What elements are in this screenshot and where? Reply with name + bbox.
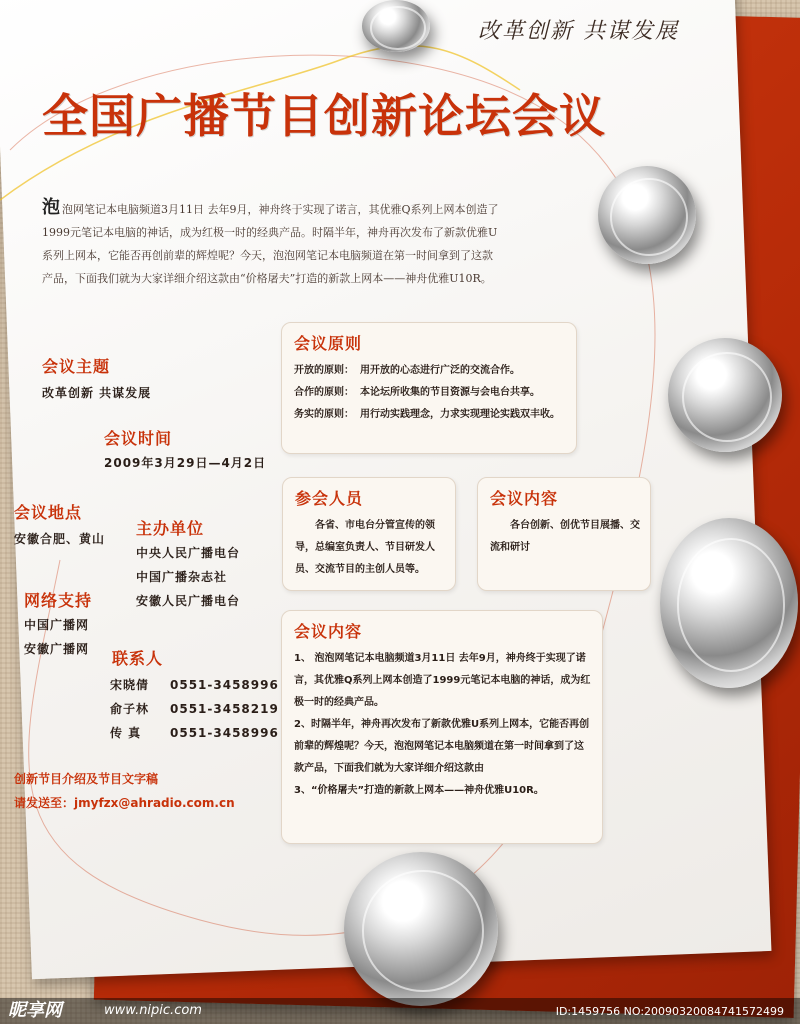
- content-long-heading: 会议内容: [294, 622, 363, 641]
- principle-item: 务实的原则： 用行动实践理念，力求实现理论实践双丰收。: [294, 409, 560, 420]
- watermark-logo: 昵享网: [8, 1000, 62, 1021]
- contact-row: [110, 724, 279, 741]
- principle-item: 合作的原则： 本论坛所收集的节目资源与会电台共享。: [294, 387, 540, 398]
- attendees-text: 各省、市电台分管宣传的领导，总编室负责人、节目研发人员、交流节目的主创人员等。: [295, 520, 435, 575]
- contact-name: 宋晓倩: [110, 678, 150, 692]
- content-item: 3、“价格屠夫”打造的新款上网本——神舟优雅U10R。: [294, 785, 544, 796]
- content-short-box: [477, 477, 651, 591]
- intro-drop-cap: 泡: [42, 197, 60, 218]
- content-item: 2、时隔半年，神舟再次发布了新款优雅U系列上网本，它能否再创前辈的辉煌呢？今天，泡泡网笔记本电脑频道在第一时间拿到了这款产品，下面我们就为大家详细介绍这款由: [294, 719, 590, 774]
- content-long-list: [282, 642, 602, 802]
- content-item: 1、 泡泡网笔记本电脑频道3月11日 去年9月，神舟终于实现了诺言，其优雅Q系列上网本创造了1999元笔记本电脑的神话，成为红极一时的经典产品。: [294, 653, 591, 708]
- location-heading: 会议地点: [14, 503, 83, 522]
- network-item: 安徽广播网: [24, 642, 90, 656]
- content-long-box: [281, 610, 603, 844]
- submit-note: 创新节目介绍及节目文字稿: [14, 772, 159, 786]
- slogan: 改革创新 共谋发展: [478, 19, 679, 44]
- contact-phone: 0551-3458219: [170, 702, 279, 716]
- content-short-heading: 会议内容: [490, 489, 559, 508]
- time-value: 2009年3月29日—4月2日: [104, 456, 267, 470]
- watermark-url: www.nipic.com: [104, 1003, 202, 1018]
- principles-heading: 会议原则: [294, 334, 363, 353]
- watermark-id: ID:1459756 NO:20090320084741572499: [555, 1005, 784, 1018]
- content-short-text: 各台创新、创优节目展播、交流和研讨: [490, 520, 640, 553]
- principles-list: [282, 354, 576, 426]
- principle-item: 开放的原则： 用开放的心态进行广泛的交流合作。: [294, 365, 520, 376]
- attendees-box: [282, 477, 456, 591]
- organizer-heading: 主办单位: [136, 519, 205, 538]
- intro-paragraph: [42, 196, 502, 290]
- contact-name: 传 真: [110, 726, 142, 740]
- organizer-item: 中央人民广播电台: [136, 546, 241, 560]
- contact-phone: 0551-3458996: [170, 726, 279, 740]
- contact-phone: 0551-3458996: [170, 678, 279, 692]
- organizer-item: 安徽人民广播电台: [136, 594, 241, 608]
- watermark-bar: [0, 998, 800, 1024]
- theme-heading: 会议主题: [42, 357, 111, 376]
- contact-heading: 联系人: [112, 649, 164, 668]
- theme-value: 改革创新 共谋发展: [42, 386, 152, 400]
- glass-ball-pin: [598, 166, 696, 264]
- contact-row: [110, 676, 279, 693]
- organizer-item: 中国广播杂志社: [136, 570, 228, 584]
- contact-name: 俞子林: [110, 702, 150, 716]
- glass-ball-pin: [344, 852, 498, 1006]
- contact-row: [110, 700, 279, 717]
- page-title: 全国广播节目创新论坛会议: [42, 89, 606, 143]
- glass-ball-pin: [668, 338, 782, 452]
- principles-box: [281, 322, 577, 454]
- intro-text: 泡网笔记本电脑频道3月11日 去年9月，神舟终于实现了诺言，其优雅Q系列上网本创造了1999元笔记本电脑的神话，成为红极一时的经典产品。时隔半年，神舟再次发布了新款优雅U系列上网本，它能否再创前辈的辉煌呢？今天，泡泡网笔记本电脑频道在第一时间拿到了这款产品，下面我们就为大家详细介绍这款由“价格屠夫”打造的新款上网本——神舟优雅U10R。: [42, 203, 499, 285]
- network-item: 中国广播网: [24, 618, 90, 632]
- glass-ball-pin: [362, 0, 430, 52]
- submit-email: 请发送至：jmyfzx@ahradio.com.cn: [14, 796, 235, 810]
- time-heading: 会议时间: [104, 429, 173, 448]
- glass-ball-pin: [660, 518, 798, 688]
- network-heading: 网络支持: [24, 591, 93, 610]
- location-value: 安徽合肥、黄山: [14, 532, 106, 546]
- attendees-heading: 参会人员: [295, 489, 364, 508]
